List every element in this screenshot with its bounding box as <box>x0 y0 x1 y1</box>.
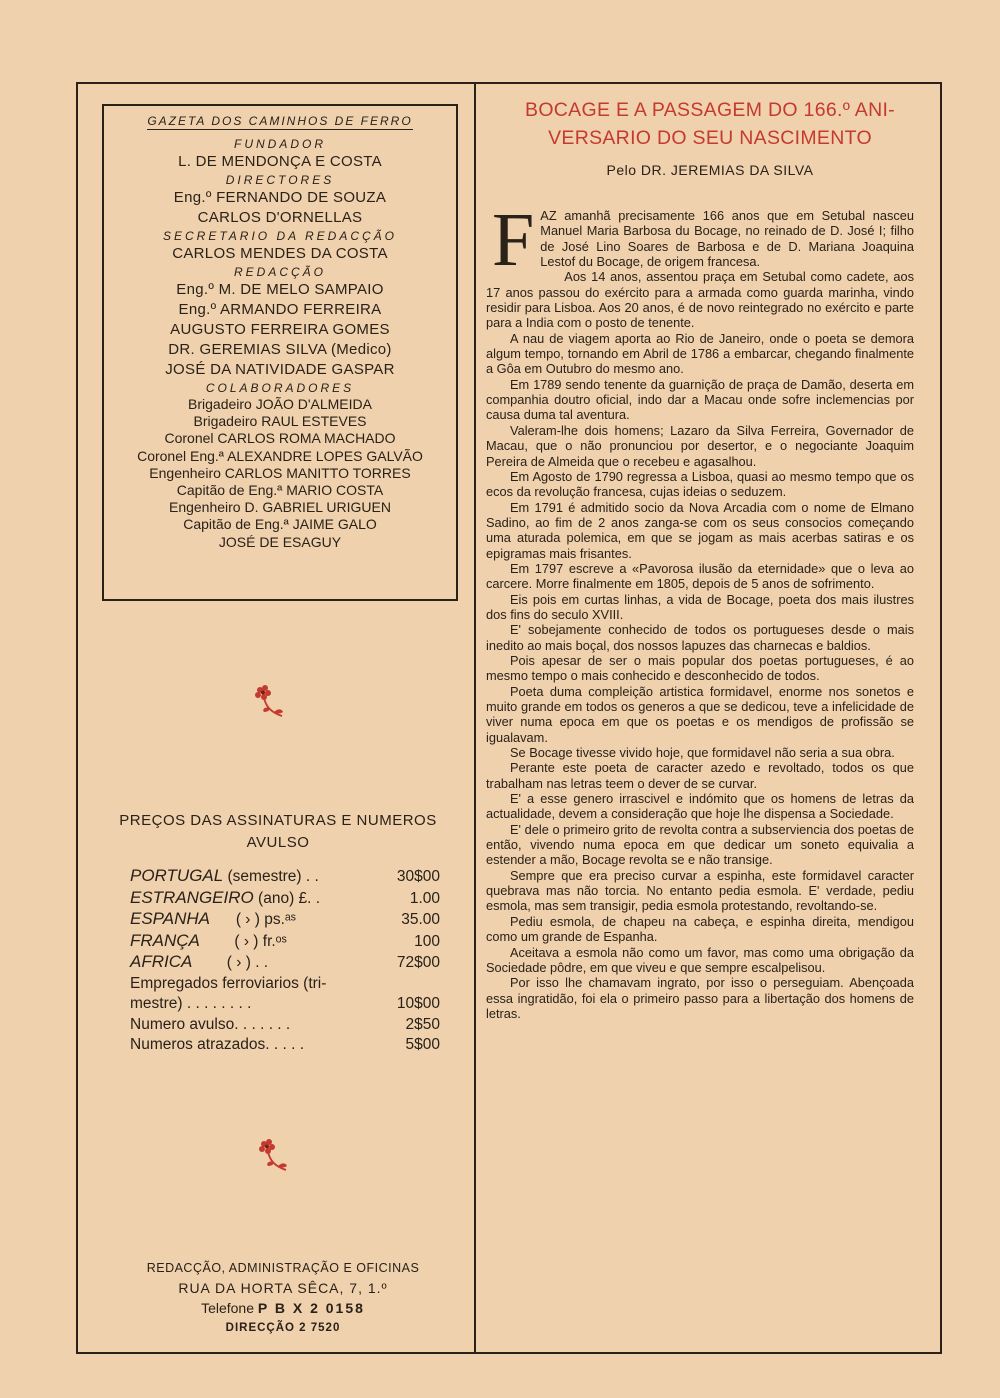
address-line2: RUA DA HORTA SÊCA, 7, 1.º <box>178 1280 388 1296</box>
price-value: 5$00 <box>405 1036 440 1053</box>
price-country: AFRICA <box>130 952 193 971</box>
price-note: ( › ) ps.ᵃˢ <box>210 911 296 928</box>
price-note: ( › ) fr.ᵒˢ <box>199 932 287 950</box>
redaccao-name: DR. GEREMIAS SILVA (Medico) <box>168 341 392 358</box>
column-divider <box>474 84 476 1352</box>
phone-value: P B X 2 0158 <box>257 1300 365 1316</box>
article-paragraph: Perante este poeta de caracter azedo e revoltado, todos os que trabalham nas letras teem o dever de se curvar. <box>486 760 914 791</box>
price-value: 100 <box>414 932 440 950</box>
article-paragraph: Aos 14 anos, assentou praça em Setubal como cadete, aos 17 anos passou do exército para a armada como guarda marinha, vindo residir para Lisboa. Aos 20 anos, é de novo reintegrado no exército e parte para a India com o posto de tenente. <box>486 269 914 331</box>
director-name: CARLOS D'ORNELLAS <box>197 209 363 226</box>
article-paragraph: Pediu esmola, de chapeu na cabeça, e espinha direita, mendigou como um grande de Espanha. <box>486 913 914 945</box>
redaccao-name: Eng.º ARMANDO FERREIRA <box>178 301 382 318</box>
article-paragraph: Em Agosto de 1790 regressa a Lisboa, quasi ao mesmo tempo que os ecos da revolução francesa, cujas ideias o seduzem. <box>486 468 914 500</box>
address-block <box>110 1258 456 1338</box>
price-country: PORTUGAL <box>130 866 224 885</box>
price-value: 10$00 <box>396 995 440 1012</box>
article-paragraph: Poeta duma compleição artistica formidavel, enorme nos sonetos e muito grande em todos os generos a que se dedicou, teve a infelicidade de viver numa epoca em que os poetas e os mendigos de profissão se igualavam. <box>486 683 914 745</box>
price-country: ESTRANGEIRO <box>130 887 254 907</box>
article-paragraph: Por isso lhe chamavam ingrato, por isso o perseguiam. Abençoada essa ingratidão, foi ela o primeiro passo para a libertação dos homens de letras. <box>486 975 914 1021</box>
article-body <box>486 198 914 1021</box>
colaboradores-label: COLABORADORES <box>205 381 355 395</box>
colaborador-name: Coronel Eng.ª ALEXANDRE LOPES GALVÃO <box>137 447 423 464</box>
fundador-name: L. DE MENDONÇA E COSTA <box>178 153 382 170</box>
price-note: ( › ) . . <box>192 954 269 971</box>
price-row <box>130 866 440 888</box>
article-title-line2: VERSARIO DO SEU NASCIMENTO <box>548 127 872 149</box>
colaborador-name: Engenheiro D. GABRIEL URIGUEN <box>168 499 391 516</box>
price-row <box>130 974 440 995</box>
secretario-label: SECRETARIO DA REDACÇÃO <box>162 229 398 243</box>
fundador-label: FUNDADOR <box>234 137 326 151</box>
article-paragraph: Pois apesar de ser o mais popular dos poetas portugueses, é ao mesmo tempo o mais conhecido e desconhecido de todos. <box>486 652 914 684</box>
price-value: 1.00 <box>409 889 440 907</box>
article-paragraph: A nau de viagem aporta ao Rio de Janeiro, onde o poeta se demora algum tempo, tornando em Abril de 1786 a embarcar, chegando finalmente a Gôa em Outubro do mesmo ano. <box>486 330 914 377</box>
drop-cap: F <box>492 198 535 282</box>
article-paragraph: E' dele o primeiro grito de revolta contra a subserviencia dos poetas de então, vivendo numa epoca em que dedicar um soneto equivalia a estender a mão, Bocage revolta se e não transige. <box>486 821 914 868</box>
article-paragraph: E' sobejamente conhecido de todos os portugueses desde o mais inedito ao mais boçal, dos nossos lapuzes das charnecas e baldios. <box>486 622 914 653</box>
article-paragraph: E' a esse genero irrascivel e indómito que os homens de letras da actualidade, devem a consideração que hoje lhe dispensa a Sociedade. <box>486 791 914 822</box>
prices-title-line2: AVULSO <box>246 834 310 851</box>
article-title <box>484 96 936 152</box>
empregados-line2: mestre) . . . . . . . . <box>130 995 252 1012</box>
redaccao-name: JOSÉ DA NATIVIDADE GASPAR <box>165 361 395 378</box>
flower-ornament-icon <box>250 682 290 722</box>
article-title-line1: BOCAGE E A PASSAGEM DO 166.º ANI- <box>525 99 895 121</box>
phone-line <box>110 1298 456 1318</box>
article-paragraph: Aceitava a esmola não como um favor, mas como uma obrigação da Sociedade pôdre, em que viveu e que sempre escalpelisou. <box>486 944 914 975</box>
prices-title-line1: PREÇOS DAS ASSINATURAS E NUMEROS <box>119 812 437 829</box>
redaccao-label: REDACÇÃO <box>233 265 326 279</box>
publication-title: GAZETA DOS CAMINHOS DE FERRO <box>147 114 413 128</box>
article-paragraph: Valeram-lhe dois homens; Lazaro da Silva Ferreira, Governador de Macau, que o não pronunciou por desertor, e o negociante Joaquim Pereira de Almeida que o recebeu e agasalhou. <box>486 422 914 469</box>
price-note: (ano) £. . <box>253 889 321 907</box>
price-note: (semestre) . . <box>223 868 319 885</box>
colaborador-name: Coronel CARLOS ROMA MACHADO <box>164 430 396 447</box>
directores-label: DIRECTORES <box>225 173 335 187</box>
atrazados-label: Numeros atrazados. . . . . <box>130 1036 305 1053</box>
price-value: 2$50 <box>405 1015 440 1033</box>
empregados-line1: Empregados ferroviarios (tri- <box>130 974 327 992</box>
colaborador-name: JOSÉ DE ESAGUY <box>218 533 342 550</box>
price-row <box>130 931 440 953</box>
price-value: 30$00 <box>396 868 440 885</box>
article-paragraph: Sempre que era preciso curvar a espinha, este formidavel caracter quebrava mas não torcia. No entanto pedia esmola. E' verdade, pediu esmola, mas sem transigir, pedia esmola protestando, revoltando-se. <box>486 867 914 914</box>
price-row <box>130 994 440 1015</box>
prices-table <box>130 866 440 1056</box>
subscription-prices <box>108 810 448 1056</box>
price-country: FRANÇA <box>130 930 200 950</box>
colaborador-name: Engenheiro CARLOS MANITTO TORRES <box>149 464 411 481</box>
article-paragraph: Em 1791 é admitido socio da Nova Arcadia com o nome de Elmano Sadino, ao fim de 2 anos zanga-se com os seus consocios começando uma aturada polemica, em que se jogam as mais acerbas satiras e os epigramas mais frisantes. <box>486 499 914 561</box>
price-row <box>130 888 440 910</box>
article-paragraph: Eis pois em curtas linhas, a vida de Bocage, poeta dos mais ilustres dos fins do seculo XVIII. <box>486 591 914 622</box>
masthead-box <box>102 104 458 601</box>
direccao-line: DIRECÇÃO 2 7520 <box>225 1322 341 1334</box>
price-row <box>130 1035 440 1056</box>
colaborador-name: Capitão de Eng.ª MARIO COSTA <box>176 482 384 499</box>
address-line1: REDACÇÃO, ADMINISTRAÇÃO E OFICINAS <box>146 1261 420 1275</box>
price-row <box>130 909 440 931</box>
avulso-label: Numero avulso. . . . . . . <box>130 1015 291 1033</box>
article-paragraph: AZ amanhã precisamente 166 anos que em Setubal nasceu Manuel Maria Barbosa du Bocage, no reinado de D. José I; filho de José Lino Soares de Barbosa e de D. Mariana Joaquina Lestof du Bocage, de origem francesa. <box>540 208 914 270</box>
secretario-name: CARLOS MENDES DA COSTA <box>172 245 388 262</box>
colaborador-name: Brigadeiro JOÃO D'ALMEIDA <box>188 396 372 412</box>
phone-label: Telefone <box>201 1300 254 1316</box>
price-row <box>130 952 440 974</box>
price-row <box>130 1015 440 1036</box>
redaccao-name: AUGUSTO FERREIRA GOMES <box>170 321 390 338</box>
price-value: 72$00 <box>396 954 440 971</box>
redaccao-name: Eng.º M. DE MELO SAMPAIO <box>176 281 384 298</box>
price-value: 35.00 <box>401 911 440 928</box>
price-country: ESPANHA <box>130 909 210 928</box>
article-paragraph: Em 1797 escreve a «Pavorosa ilusão da eternidade» que o leva ao carcere. Morre finalmente em 1805, depois de 5 anos de sofrimento. <box>486 560 914 592</box>
flower-ornament-icon <box>254 1136 294 1176</box>
article-byline: Pelo DR. JEREMIAS DA SILVA <box>606 162 814 178</box>
article-paragraph: Se Bocage tivesse vivido hoje, que formidavel não seria a sua obra. <box>510 745 895 761</box>
colaborador-name: Brigadeiro RAUL ESTEVES <box>193 413 367 430</box>
article-paragraph: Em 1789 sendo tenente da guarnição de praça de Damão, deserta em companhia doutro oficial, indo dar a Macau onde sofre inclemencias por causa duma tal aventura. <box>486 376 914 423</box>
colaborador-name: Capitão de Eng.ª JAIME GALO <box>183 516 377 533</box>
director-name: Eng.º FERNANDO DE SOUZA <box>173 189 387 206</box>
